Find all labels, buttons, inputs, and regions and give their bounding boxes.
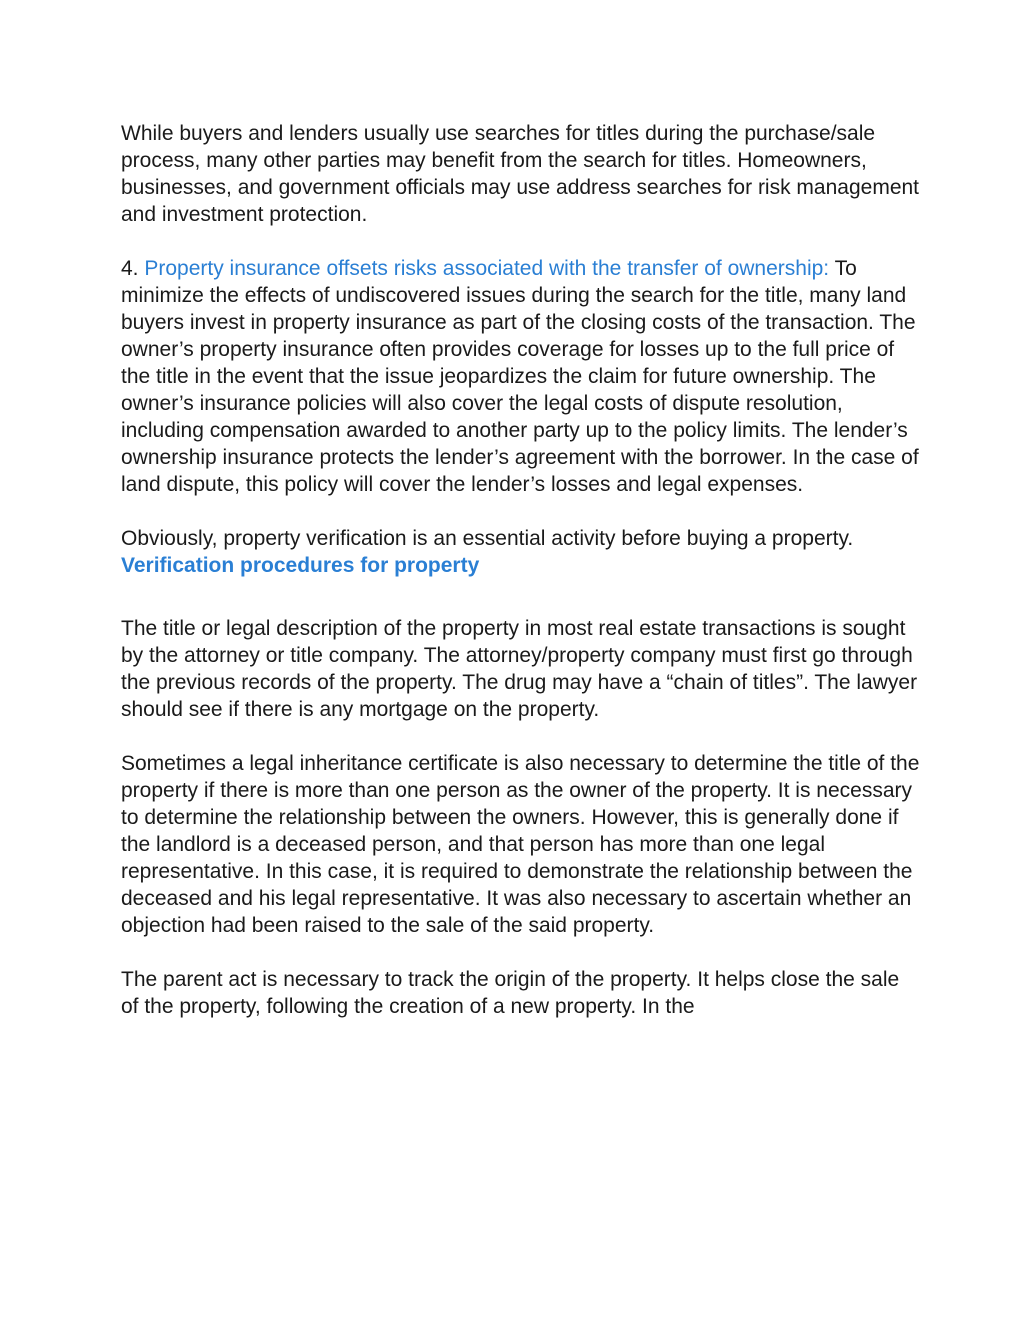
paragraph-property-insurance (121, 255, 921, 498)
paragraph-legal-description: The title or legal description of the property in most real estate transactions is sought by the attorney or title company. The attorney/property company must first go through the previous records of the property. The drug may have a “chain of titles”. The lawyer should see if there is any mortgage on the property. (121, 617, 918, 721)
paragraph-title-searches: While buyers and lenders usually use searches for titles during the purchase/sale process, many other parties may benefit from the search for titles. Homeowners, businesses, and government officials may use address searches for risk management and investment protection. (121, 122, 920, 226)
paragraph-body: To minimize the effects of undiscovered issues during the search for the title, many land buyers invest in property insurance as part of the closing costs of the transaction. The owner’s property insurance often provides coverage for losses up to the full price of the title in the event that the issue jeopardizes the claim for future ownership. The owner’s insurance policies will also cover the legal costs of dispute resolution, including compensation awarded to another party up to the policy limits. The lender’s ownership insurance protects the lender’s agreement with the borrower. In the case of land dispute, this policy will cover the lender’s losses and legal expenses. (121, 257, 919, 496)
paragraph-verification-essential: Obviously, property verification is an essential activity before buying a property. (121, 527, 854, 550)
document-page (121, 120, 921, 1020)
paragraph-parent-act: The parent act is necessary to track the origin of the property. It helps close the sale of the property, following the creation of a new property. In the (121, 968, 900, 1018)
list-number: 4. (121, 257, 145, 280)
property-insurance-link[interactable]: Property insurance offsets risks associated with the transfer of ownership: (144, 257, 830, 280)
paragraph-inheritance-certificate: Sometimes a legal inheritance certificate is also necessary to determine the title of the property if there is more than one person as the owner of the property. It is necessary to determine the relationship between the owners. However, this is generally done if the landlord is a deceased person, and that person has more than one legal representative. In this case, it is required to demonstrate the relationship between the deceased and his legal representative. It was also necessary to ascertain whether an objection had been raised to the sale of the said property. (121, 752, 920, 937)
section-heading: Verification procedures for property (121, 554, 480, 577)
